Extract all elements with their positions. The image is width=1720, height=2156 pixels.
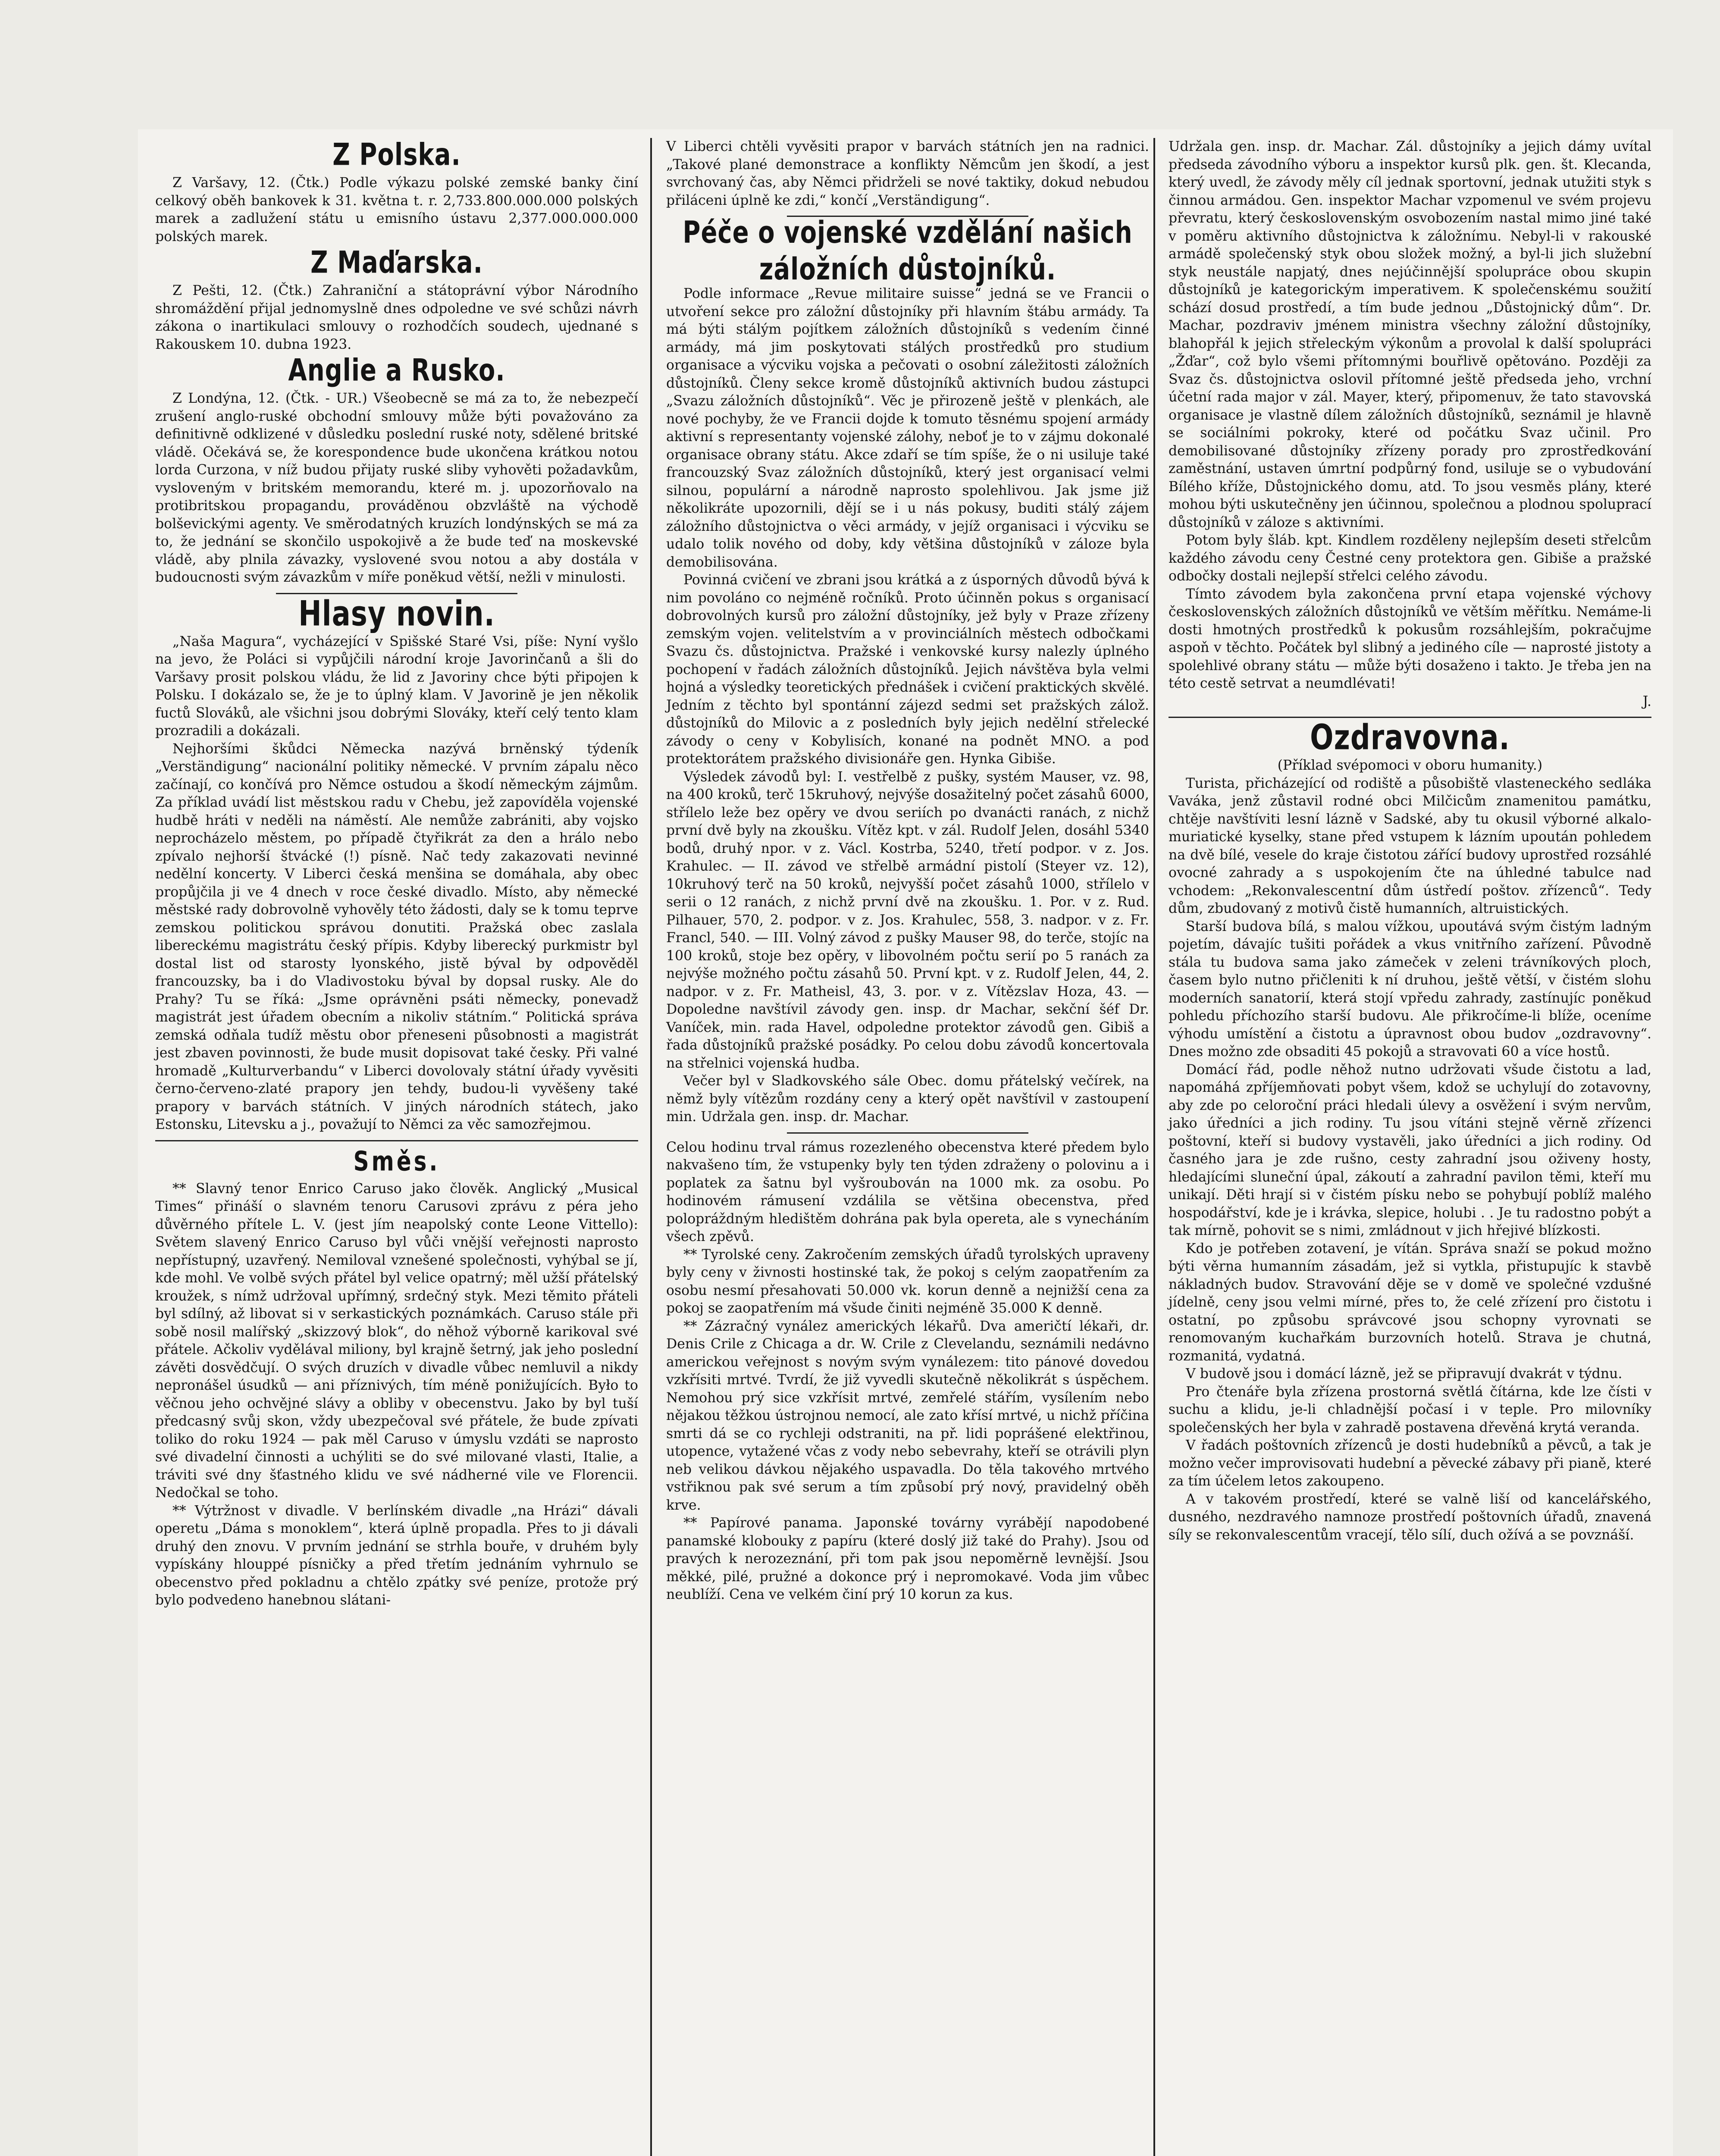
article-hlasy-1: „Naša Magura“, vycházející v Spišské Staré Vsi, píše: Nyní vyšlo na jevo, že Poláci si vypůjčili národní kroje Javorinčanů a šli do Varšavy prosit polskou vládu, že lid z Javoriny chce býti připojen k Polsku. I dokázalo se, že je to úplný klam. V Javorině je jen několik fuctů Slováků, ale všichni jsou dobrými Slováky, kteří celý tento klam prozradili a dokázali.: [155, 633, 638, 739]
heading-ozdravovna: Ozdravovna.: [1310, 718, 1510, 758]
heading-smes: Směs.: [353, 1145, 440, 1177]
heading-anglie-rusko: Anglie a Rusko.: [288, 353, 505, 388]
article-tyrolske-ceny: ** Tyrolské ceny. Zakročením zemských úřadů tyrolských upraveny byly ceny v živnosti hostinské tak, že pokoj s celým zaopatřením za osobu nesmí přesahovati 50.000 vk. korun denně a nejnižší cena za pokoj se zaopatřením má všude činiti nejméně 35.000 K denně.: [666, 1247, 1149, 1316]
column-1: [155, 138, 638, 1610]
article-ozdravovna-5: V budově jsou i domácí lázně, jež se připravují dvakrát v týdnu.: [1186, 1366, 1623, 1382]
heading-z-polska: Z Polska.: [332, 137, 461, 172]
article-pece-2: Povinná cvičení ve zbrani jsou krátká a z úsporných důvodů bývá k nim povoláno co nejméně ročníků. Proto účinněn pokus s organisací dobrovolných kursů pro záložní důstojníky, jež byly v Praze zřízeny zemským vojen. velitelstvím a v provinciálních městech odbočkami Svazu čs. důstojnictva. Pražské i venkovské kursy nalezly úplného pochopení v řadách záložních důstojníků. Jejich návštěva byla velmi hojná a výsledky teoretických přednášek i cvičení praktických skvělé. Jedním z těchto byl spontánní zájezd sedmi set pražských zálož. důstojníků do Milovic a z posledních byly jejich nedělní střelecké závody o ceny v Kobylisích, konané na podnět MNO. a pod protektorátem pražského divisionáře gen. Hynka Gibiše.: [666, 572, 1149, 767]
heading-pece-o-vzdelani: Péče o vojenské vzdělání našich záložních důstojníků.: [683, 215, 1133, 287]
article-caruso: ** Slavný tenor Enrico Caruso jako člověk. Anglický „Musical Times“ přináší o slavném tenoru Carusovi zprávu z péra jeho důvěrného přítele L. V. (jest jím neapolský conte Leone Vittello): Světem slavený Enrico Caruso byl vůči vnější veřejnosti naprosto nepřístupný, uzavřený. Nemiloval vznešené společnosti, vyhýbal se jí, kde mohl. Ve volbě svých přátel byl velice opatrný; měl užší přátelský kroužek, s nímž udržoval upřímný, srdečný styk. Mezi těmito přáteli byl sdílný, až libovat si v serkastických poznámkách. Caruso stále při sobě nosil malířský „skizzový blok“, do něhož výborně karikoval své přátele. Ačkoliv vydělával miliony, byl krajně šetrný, jak jeho poslední závěti dosvědčují. O svých druzích v divadle vůbec nemluvil a nikdy nepronášel úsudků — ani příznivých, tím méně ponižujících. Było to věčnou jeho ochvějné slávy a obliby v obecenstvu. Jako by byl tuší předcasný svůj skon, vždy ubezpečoval své přátele, že bude zpívati toliko do roku 1924 — pak měl Caruso v úmyslu vzdáti se naprosto své divadelní činnosti a uchýliti se do své milované vlasti, Italie, a tráviti své dny šťastného klidu ve své nádherné vile ve Florencii. Nedočkal se toho.: [155, 1181, 638, 1501]
subheading-ozdravovna: (Příklad svépomoci v oboru humanity.): [1277, 758, 1543, 773]
column-divider-1: [650, 138, 652, 2156]
article-hlasy-2: Nejhoršími škůdci Německa nazývá brněnský týdeník „Verständigung“ nacionální politiky německé. V prvním zápalu něco začínají, co končívá pro Němce ostudou a škodí německým zájmům. Za příklad uvádí list městskou radu v Chebu, jež zapovíděla vojenské hudbě hráti v neděli na náměstí. Ale nemůže zabrániti, aby vojsko neprocházelo městem, po případě čtyřikrát za den a hrálo nebo zpívalo nejhorší štvácké (!) písně. Nač tedy zakazovati nevinné nedělní koncerty. V Liberci česká menšina se domáhala, aby obec propůjčila ji ve 4 dnech v roce české divadlo. Místo, aby německé městské rady dobrovolně vyhověly této žádosti, daly se k tomu teprve zemskou politickou správou donutiti. Pražská obec zaslala libereckému magistrátu český přípis. Kdyby liberecký purkmistr byl dostal list od starosty lyonského, jistě býval by odpověděl francouzsky, ba i do Vladivostoku býval by dopsal rusky. Ale do Prahy? Tu se říká: „Jsme oprávněni psáti německy, ponevadž magistrát jest úřadem obecním a nikoliv státním.“ Politická správa zemská odňala tudíž městu obor přeneseni působnosti a magistrát jest zbaven povinnosti, že bude musit dopisovat také česky. Při valné hromadě „Kulturverbandu“ v Liberci dovolovaly státní úřady vyvěsiti černo-červeno-zlaté prapory jen tehdy, budou-li vyvěšeny také prapory v barvách státních. V jiných národních státech, jako Estonsku, Litevsku a j., považují to Němci za věc samozřejmou.: [155, 741, 638, 1132]
article-americti-lekari: ** Zázračný vynález amerických lékařů. Dva američtí lékaři, dr. Denis Crile z Chicaga a dr. W. Crile z Clevelandu, seznámili nedávno americkou veřejnost s novým svým vynálezem: tito pánové dovedou vzkřísiti mrtvé. Tvrdí, že již vyvedli skutečně několikrát s úspěchem. Nemohou prý sice vzkřísit mrtvé, zemřelé stářím, vysílením nebo nějakou těžkou ústrojnou nemocí, ale zato křísí mrtvé, u nichž příčina smrti dá se co rychleji odstraniti, na př. lidi poprášené elektřinou, utopence, vytažené včas z vody nebo sebevrahy, kteří se otrávili plyn neb velikou dávkou nějakého uspavadla. Do těla takového mrtvého vstřiknou pak své serum a tím způsobí prý nový, pravidelný oběh krve.: [666, 1318, 1149, 1513]
article-pece-potom: Potom byly šláb. kpt. Kindlem rozděleny nejlepším deseti střelcům každého závodu ceny Čestné ceny protektora gen. Gibiše a pražské odbočky dostali nejlepší střelci celého závodu.: [1169, 533, 1651, 584]
article-vytrznost: ** Výtržnost v divadle. V berlínském divadle „na Hrázi“ dávali operetu „Dáma s monoklem“, která úplně propadla. Přes to ji dávali druhý den znovu. V prvním jednání se strhla bouře, v druhém byly vypískány hlouppé písničky a před třetím jednáním vyhrnulo se obecenstvo před pokladnu a chtělo zpátky své peníze, protože prý bylo podvedeno hanebnou slátani-: [155, 1503, 638, 1608]
article-signature: J.: [1642, 693, 1651, 709]
column-divider-2: [1153, 138, 1155, 2156]
article-vytrznost-cont: Celou hodinu trval rámus rozezleného obecenstva které předem bylo nakvašeno tím, že vstupenky byly ten týden zdraženy o polovinu a i poplatek za šatnu byl vyšroubován na 1000 mk. za osobu. Po hodinovém rámusení vzdálila se většina obecenstva, před polopráždným hledištěm dohrána pak byla opereta, ale s vynecháním všech zpěvů.: [666, 1139, 1149, 1244]
article-pece-4: Večer byl v Sladkovského sále Obec. domu přátelský večírek, na němž byly vítězům rozdány ceny a který opět navštívil v zastoupení min. Udržala gen. insp. dr. Machar.: [666, 1073, 1149, 1125]
article-ozdravovna-6: Pro čtenáře byla zřízena prostorná světlá čítárna, kde lze čísti v suchu a klidu, je-li chladnější počasí i v teple. Pro milovníky společenských her byla v zahradě postavena dřevěná krytá veranda.: [1169, 1384, 1651, 1435]
article-madarsko: Z Pešti, 12. (Čtk.) Zahraniční a státoprávní výbor Národního shromáždění přijal jednomyslně dnes odpoledne ve své schůzi návrh zákona o inartikulaci smlouvy o rozhodčích soudech, ujednané s Rakouskem 10. dubna 1923.: [155, 283, 638, 352]
article-ozdravovna-7: V řadách poštovních zřízenců je dosti hudebníků a pěvců, a tak je možno večer improvisovati hudební a pěvecké zábavy při pianě, které za tím účelem letos zakoupeno.: [1169, 1438, 1651, 1489]
column-3: [1169, 138, 1651, 1544]
column-2: [666, 138, 1149, 1604]
article-pece-timto: Tímto závodem byla zakončena první etapa vojenské výchovy československých záložních důstojníků ve větším měřítku. Nemáme-li dosti hmotných prostředků k pokusům rozsáhlejším, pokračujme aspoň v těchto. Počátek byl slibný a jediného cíle — naprosté jistoty a spolehlivé obrany státu — může býti dosaženo i takto. Je třeba jen na této cestě setrvat a neumdlévati!: [1169, 586, 1651, 691]
article-ozdravovna-2: Starší budova bílá, s malou vížkou, upoutává svým čistým ladným pojetím, dávajíc tušiti pořádek a vkus vnitřního zařízení. Původně stála tu budova sama jako zámeček v zeleni trávníkových ploch, časem bylo nutno přičleniti k ní druhou, ještě větší, v čistém slohu moderních sanatorií, která stojí vpředu zahrady, zastínujíc poněkud pohledu příchozího starší budovu. Ale přikročíme-li blíže, oceníme výhodu umístění a čistotu a úpravnost obou budov „ozdravovny“. Dnes možno zde obsaditi 45 pokojů a stravovati 60 a více hostů.: [1169, 918, 1651, 1059]
article-ozdravovna-4: Kdo je potřeben zotavení, je vítán. Správa snaží se pokud možno býti věrna humanním zásadám, jež si vytkla, přistupujíc k stavbě nákladných budov. Stravování děje se v domě ve společné vzdušné jídelně, ceny jsou velmi mírné, přes to, že celé zřízení pro čistotu i ostatní, po způsobu správcové jsou schopny vyrovnati se renomovaným kuchařkám burzovních hotelů. Strava je chutná, rozmanitá, vydatná.: [1169, 1241, 1651, 1364]
heading-hlasy-novin: Hlasy novin.: [298, 594, 495, 634]
heading-z-madarska: Z Maďarska.: [310, 245, 483, 280]
article-anglie: Z Londýna, 12. (Čtk. - UR.) Všeobecně se má za to, že nebezpečí zrušení anglo-ruské obchodní smlouvy může býti považováno za definitivně odklizené v důsledku poslední ruské noty, sdělené britské vládě. Očekává se, že korespondence bude ukončena krátkou notou lorda Curzona, v níž budou přijaty ruské sliby vyhověti požadavkům, vysloveným v britském memorandu, které m. j. upozorňovalo na protibritskou propagandu, prováděnou obzvláště na východě bolševickými agenty. Ve směrodatných kruzích londýnských se má za to, že jednání se skončilo uspokojivě a že bude teď na moskevské vládě, aby plnila závazky, vyslovené svou notou a aby dostála v budoucnosti svým závazkům v míře poněkud větší, nežli v minulosti.: [155, 391, 638, 585]
section-rule: [787, 1132, 1028, 1134]
section-rule: [155, 1140, 638, 1141]
article-ozdravovna-8: A v takovém prostředí, které se valně liší od kancelářského, dusného, nezdravého namnoze prostředí poštovních úřadů, znavená síly se rekonvalescentům vracejí, tělo sílí, duch ožívá a se povznáší.: [1169, 1491, 1651, 1543]
article-polsko: Z Varšavy, 12. (Čtk.) Podle výkazu polské zemské banky činí celkový oběh bankovek k 31. května t. r. 2,733.800.000.000 polských marek a zadlužení státu u emisního ústavu 2,377.000.000.000 polských marek.: [155, 175, 638, 244]
article-ozdravovna-1: Turista, přicházející od rodiště a působiště vlasteneckého sedláka Vaváka, jenž zůstavil rodné obci Milčicům znamenitou památku, chtěje navštíviti lesní lázně v Sadské, aby tu okusil výborné alkalo-muriatické kyselky, stane před vstupem k lázním upoután pohledem na dvě bílé, vesele do kraje čistotou zářící budovy uprostřed rozsáhlé ovocné zahrady a s uspokojením čte na úhledné tabulce nad vchodem: „Rekonvalescentní dům ústředí poštov. zřízenců“. Tedy dům, zbudovaný z motivů čistě humanních, altruistických.: [1169, 775, 1651, 916]
article-papirove-panama: ** Papírové panama. Japonské továrny vyrábějí napodobené panamské klobouky z papíru (které doslý již také do Prahy). Jsou od pravých k nerozeznání, při tom pak jsou nepoměrně levnější. Jsou měkké, pilé, pružné a dokonce prý i nepromokavé. Voda jim vůbec neublíží. Cena ve velkém činí prý 10 korun za kus.: [666, 1515, 1149, 1602]
article-pece-continuation: Udržala gen. insp. dr. Machar. Zál. důstojníky a jejich dámy uvítal předseda závodního výboru a inspektor kursů plk. gen. št. Klecanda, který uvedl, že závody měly cíl jednak sportovní, jednak utužiti styk s činnou armádou. Gen. inspektor Machar vzpomenul ve svém projevu převratu, který československým osvobozením nastal mimo jiné také v poměru aktivního důstojnictva k záložnímu. Nebyl-li v rakouské armádě společenský styk obou složek možný, a byl-li jich služební styk neustále napjatý, dnes nejúčinnější spolupráce obou skupin důstojníků je kategorickým imperativem. K společenskému soužití schází dosud prostředí, a tím bude jednou „Důstojnický dům“. Dr. Machar, pozdraviv jménem ministra všechny záložní důstojníky, blahopřál k jejich střeleckým výkonům a provolal k další spolupráci „Žďar“, což bylo všemi přítomnými bouřlivě opětováno. Později za Svaz čs. důstojnictva oslovil přítomné ještě předseda jeho, vrchní účetní rada major v zál. Mayer, který, připomenuv, že tato stavovská organisace je vlastně dílem záložních důstojníků, seznámil je hlavně se sociálními pokroky, které od počátku Svaz učinil. Pro demobilisované důstojníky zřízeny porady pro zprostředkování zaměstnání, ustaven úmrtní podpůrný fond, usiluje se o vybudování Bílého kříže, Důstojnického domu, atd. To jsou vesměs plány, které mohou býti uskutečněny jen účinnou, společnou a plodnou spoluprací důstojníků v záloze s aktivními.: [1169, 139, 1651, 530]
article-pece-3: Výsledek závodů byl: I. vestřelbě z pušky, systém Mauser, vz. 98, na 400 kroků, terč 15kruhový, nejvýše dosažitelný počet zásahů 6000, střílelo leže bez opěry ve dvou seriích po dvanácti ranách, z nichž první dvě byly na zkoušku. Vítěz kpt. v zál. Rudolf Jelen, dosáhl 5340 bodů, druhý npor. v z. Václ. Kostrba, 5240, třetí podpor. v z. Jos. Krahulec. — II. závod ve střelbě armádní pistolí (Steyer vz. 12), 10kruhový terč na 50 kroků, nejvyšší počet zásahů 1000, střílelo v serii o 12 ranách, z nichž první dvě na zkoušku. 1. Por. v z. Rud. Pilhauer, 570, 2. podpor. v z. Jos. Krahulec, 558, 3. nadpor. v z. Fr. Francl, 540. — III. Volný závod z pušky Mauser 98, do terče, stojíc na 100 kroků, stoje bez opěry, v libovolném počtu serií po 5 ranách za nejvýše možného počtu zásahů 50. První kpt. v z. Rudolf Jelen, 44, 2. nadpor. v z. Fr. Matheisl, 43, 3. por. v z. Vítězslav Hoza, 43. — Dopoledne navštívil závody gen. insp. dr Machar, sekční šéf Dr. Vaníček, min. rada Havel, odpoledne protektor závodů gen. Gibiš a řada důstojníků pražské posádky. Po celou dobu závodů koncertovala na střelnici vojenská hudba.: [666, 769, 1149, 1071]
article-continuation: V Liberci chtěli vyvěsiti prapor v barvách státních jen na radnici. „Takové plané demonstrace a konflikty Němcům jen škodí, a jest svrchovaný čas, aby Němci přidrželi se nové taktiky, dokud nebudou přiláceni úplně ke zdi,“ končí „Verständigung“.: [666, 139, 1149, 208]
article-pece-1: Podle informace „Revue militaire suisse“ jedná se ve Francii o utvoření sekce pro záložní důstojníky při hlavním štábu armády. Ta má býti stálým pojítkem záložních důstojníků s vedením činné armády, má jim poskytovati stálých prostředků pro studium organisace a výcviku vojska a pečovati o osobní záležitosti záložních důstojníků. Členy sekce kromě důstojníků aktivních budou zástupci „Svazu záložních důstojníků“. Věc je přirozeně ještě v plenkách, ale nové pochyby, že ve Francii dojde k tomuto těsnému spojení armády aktivní s representanty vojenské zálohy, neboť je to v zájmu dokonalé organisace obrany státu. Akce zdaří se tím spíše, že o ni usiluje také francouzský Svaz záložních důstojníků, který jest organisací velmi silnou, populární a národně naprosto spolehlivou. Jak jsme již několikráte upozornili, dějí se i u nás pokusy, buditi stálý zájem záložního důstojnictva o věci armády, v jejíž organisaci i výcviku se udalo tolik nového od doby, kdy většina důstojníků v záloze byla demobilisována.: [666, 286, 1149, 570]
article-ozdravovna-3: Domácí řád, podle něhož nutno udržovati všude čistotu a lad, napomáhá zpříjemňovati pobyt všem, kdož se uchylují do zotavovny, aby zde po celoroční práci hledali úlevy a osvěžení i svým nervům, jako úředníci a jich rodiny. Tu jsou vítáni stejně věrně zřízenci poštovní, kteří si budovy vystavěli, jako úředníci a jich rodiny. Od časného jara je zde rušno, cesty zahradní jsou oživeny hosty, hledajícími sluneční úpal, zákoutí a zahradní pavilon těmi, kteří mu unikají. Děti hrají si v čistém písku nebo se pohybují poblíž malého hospodářství, kde je i krávka, slepice, holubi . . Je tu radostno pobýt a tak mírně, pohovit se s nimi, zmládnout v jich hřejivé blízkosti.: [1169, 1062, 1651, 1238]
